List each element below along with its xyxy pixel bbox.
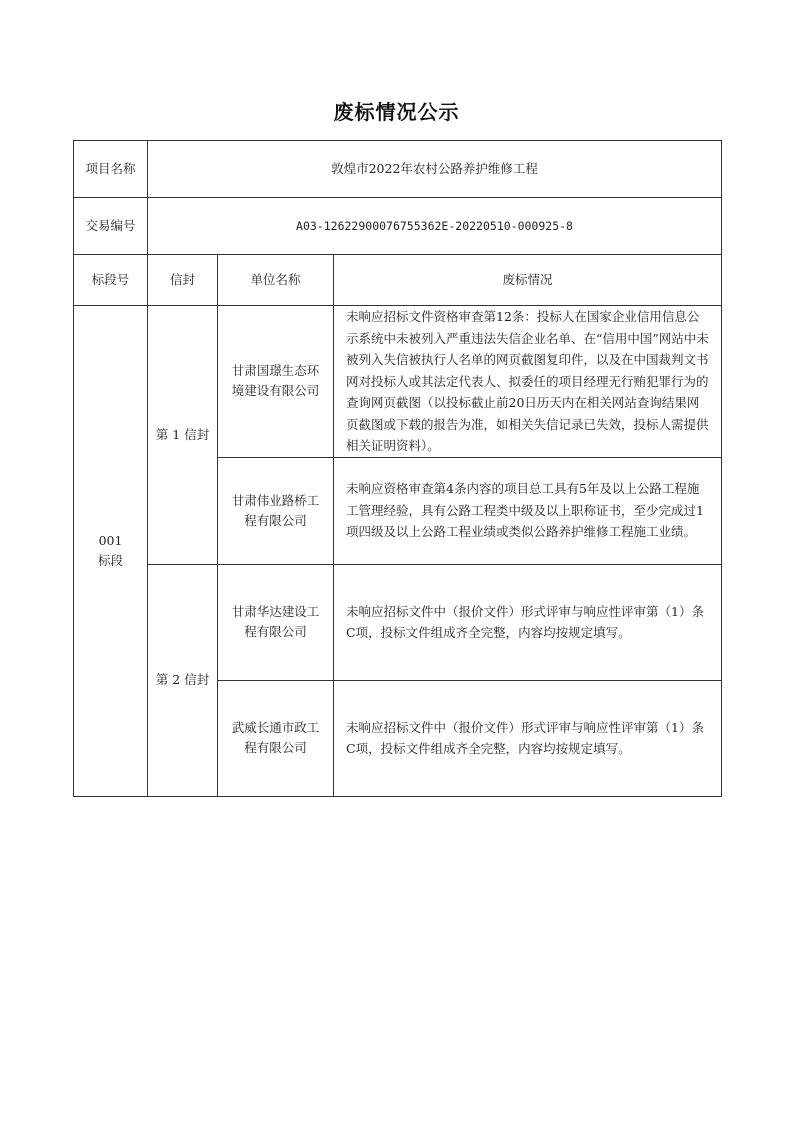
disqualification-reason: 未响应招标文件资格审查第12条：投标人在国家企业信用信息公示系统中未被列入严重违法失信企业名单、在“信用中国”网站中未被列入失信被执行人名单的网页截图复印件，以及在中国裁判文书网对投标人或其法定代表人、拟委任的项目经理无行贿犯罪行为的查询网页截图（以投标截止前20日历天内在相关网站查询结果网页截图或下载的报告为准，如相关失信记录已失效，投标人需提供相关证明资料）。 bbox=[334, 306, 722, 458]
project-name-label: 项目名称 bbox=[74, 141, 148, 198]
disqualification-table bbox=[73, 140, 722, 797]
section-number: 001 标段 bbox=[74, 306, 148, 797]
disqualification-reason: 未响应招标文件中（报价文件）形式评审与响应性评审第（1）条C项，投标文件组成齐全完整，内容均按规定填写。 bbox=[334, 564, 722, 680]
table-row bbox=[74, 306, 722, 458]
transaction-code-value: A03-12622900076755362E-20220510-000925-8 bbox=[148, 198, 722, 255]
envelope-2-label: 第 2 信封 bbox=[148, 564, 218, 796]
company-name: 甘肃伟业路桥工程有限公司 bbox=[218, 457, 334, 564]
header-section: 标段号 bbox=[74, 255, 148, 306]
table-row bbox=[74, 564, 722, 680]
table-header-row bbox=[74, 255, 722, 306]
company-name: 武威长通市政工程有限公司 bbox=[218, 680, 334, 796]
disqualification-reason: 未响应资格审查第4条内容的项目总工具有5年及以上公路工程施工管理经验，具有公路工程类中级及以上职称证书，至少完成过1项四级及以上公路工程业绩或类似公路养护维修工程施工业绩。 bbox=[334, 457, 722, 564]
page-title: 废标情况公示 bbox=[333, 100, 460, 124]
project-name-value: 敦煌市2022年农村公路养护维修工程 bbox=[148, 141, 722, 198]
transaction-code-row bbox=[74, 198, 722, 255]
company-name: 甘肃华达建设工程有限公司 bbox=[218, 564, 334, 680]
header-envelope: 信封 bbox=[148, 255, 218, 306]
transaction-code-label: 交易编号 bbox=[74, 198, 148, 255]
disqualification-reason: 未响应招标文件中（报价文件）形式评审与响应性评审第（1）条C项，投标文件组成齐全完整，内容均按规定填写。 bbox=[334, 680, 722, 796]
header-company: 单位名称 bbox=[218, 255, 334, 306]
project-name-row bbox=[74, 141, 722, 198]
company-name: 甘肃国璟生态环境建设有限公司 bbox=[218, 306, 334, 458]
envelope-1-label: 第 1 信封 bbox=[148, 306, 218, 565]
header-reason: 废标情况 bbox=[334, 255, 722, 306]
